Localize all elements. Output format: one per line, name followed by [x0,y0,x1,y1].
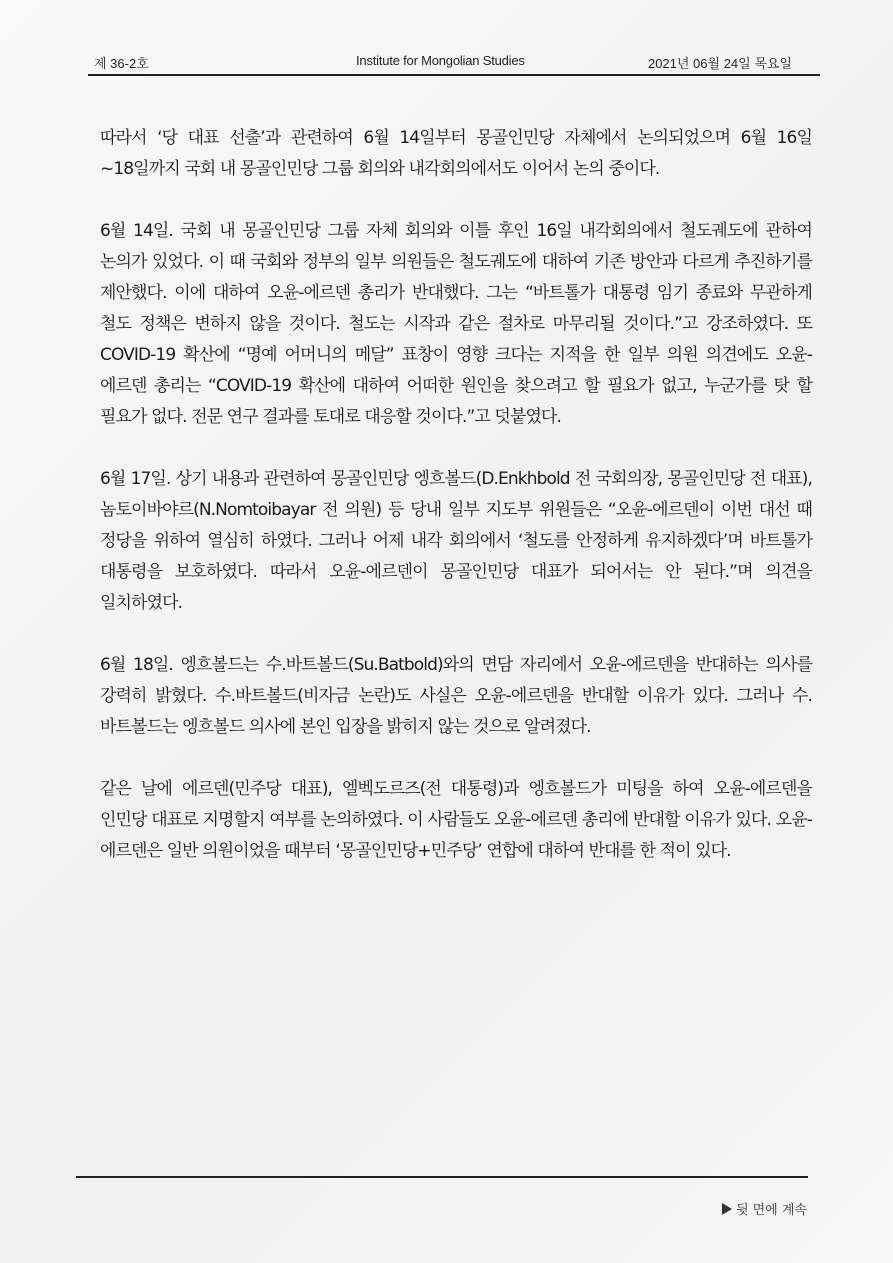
paragraph-5: 같은 날에 에르덴(민주당 대표), 엘벡도르즈(전 대통령)과 엥흐볼드가 미팅을 하여 오윤-에르덴을 인민당 대표로 지명할지 여부를 논의하였다. 이 사람들도 오윤-에르덴 총리에 반대할 이유가 있다. 오윤-에르덴은 일반 의원이었을 때부터 ‘몽골인민당+민주당’ 연합에 대하여 반대를 한 적이 있다. [100,779,812,861]
paragraph-4: 6월 18일. 엥흐볼드는 수.바트볼드(Su.Batbold)와의 면담 자리에서 오윤-에르덴을 반대하는 의사를 강력히 밝혔다. 수.바트볼드(비자금 논란)도 사실은 오윤-에르덴을 반대할 이유가 있다. 그러나 수. 바트볼드는 엥흐볼드 의사에 본인 입장을 밝히지 않는 것으로 알려졌다. [100,655,812,737]
issue-number: 제 36-2호 [94,56,149,71]
triangle-right-icon [722,1203,732,1215]
continue-note [722,1199,807,1218]
paragraph-3: 6월 17일. 상기 내용과 관련하여 몽골인민당 엥흐볼드(D.Enkhbold 전 국회의장, 몽골인민당 전 대표), 놈토이바야르(N.Nomtoibayar 전 의원) 등 당내 일부 지도부 위원들은 “오윤-에르덴이 이번 대선 때 정당을 위하여 열심히 하였다. 그러나 어제 내각 회의에서 ‘철도를 안정하게 유지하겠다’며 바트톨가 대통령을 보호하였다. 따라서 오윤-에르덴이 몽골인민당 대표가 되어서는 안 된다.”며 의견을 일치하였다. [100,469,812,613]
continue-label: 뒷 면에 계속 [735,1203,807,1218]
article-body [100,123,812,898]
paragraph-2: 6월 14일. 국회 내 몽골인민당 그룹 자체 회의와 이틀 후인 16일 내각회의에서 철도궤도에 관하여 논의가 있었다. 이 때 국회와 정부의 일부 의원들은 철도궤도에 대하여 기존 방안과 다르게 추진하기를 제안했다. 이에 대하여 오윤-에르덴 총리가 반대했다. 그는 “바트톨가 대통령 임기 종료와 무관하게 철도 정책은 변하지 않을 것이다. 철도는 시작과 같은 절차로 마무리될 것이다.”고 강조하였다. 또 COVID-19 확산에 “명예 어머니의 메달” 표창이 영향 크다는 지적을 한 일부 의원 의견에도 오윤-에르덴 총리는 “COVID-19 확산에 대하여 어떠한 원인을 찾으려고 할 필요가 없고, 누군가를 탓 할 필요가 없다. 전문 연구 결과를 토대로 대응할 것이다.”고 덧붙였다. [100,221,812,427]
institute-name: Institute for Mongolian Studies [356,53,525,68]
footer-divider [76,1176,808,1178]
publication-date: 2021년 06월 24일 목요일 [647,56,792,71]
paragraph-1: 따라서 ‘당 대표 선출’과 관련하여 6월 14일부터 몽골인민당 자체에서 논의되었으며 6월 16일~18일까지 국회 내 몽골인민당 그룹 회의와 내각회의에서도 이어서 논의 중이다. [100,128,812,179]
page-header [88,50,820,76]
